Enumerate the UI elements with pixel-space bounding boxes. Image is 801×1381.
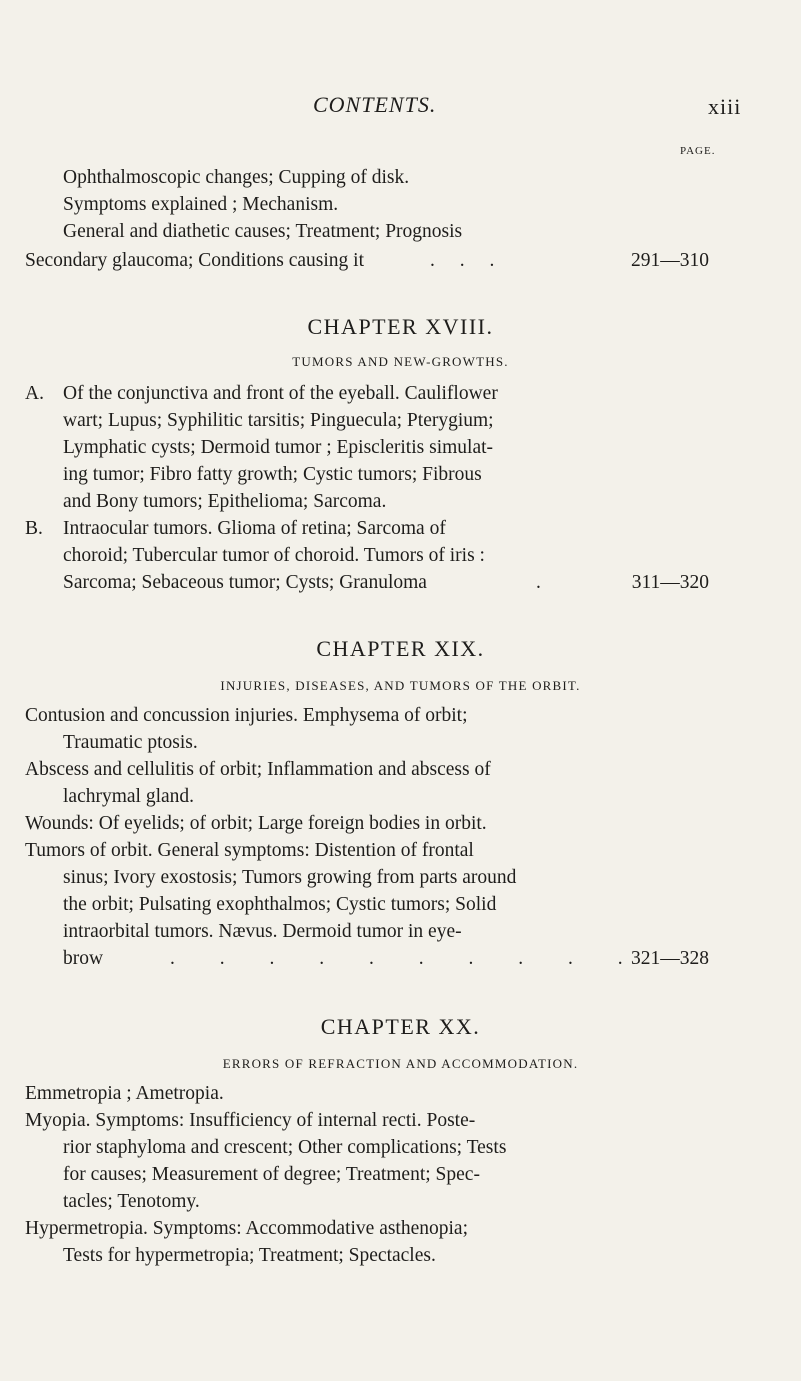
toc-line: lachrymal gland. [63,786,195,807]
chapter-heading: CHAPTER XIX. [316,636,485,661]
toc-line: brow [63,948,104,969]
toc-line: wart; Lupus; Syphilitic tarsitis; Pinguecula; Pterygium; [63,410,494,431]
item-label: A. [25,383,44,404]
chapter-subheading: ERRORS OF REFRACTION AND ACCOMMODATION. [222,1056,579,1071]
toc-line: Intraocular tumors. Glioma of retina; Sarcoma of [63,518,446,539]
running-title: CONTENTS. [313,92,437,117]
toc-line: the orbit; Pulsating exophthalmos; Cystic tumors; Solid [63,894,497,915]
leader-dots: . [536,572,541,593]
toc-line: intraorbital tumors. Nævus. Dermoid tumor in eye- [63,921,462,942]
toc-line: Traumatic ptosis. [63,732,198,753]
toc-line: tacles; Tenotomy. [63,1191,200,1212]
leader-dots: . . . . . . . . . . [170,948,643,969]
chapter-heading: CHAPTER XVIII. [307,314,494,339]
toc-line: Secondary glaucoma; Conditions causing it [25,250,365,271]
toc-line: Myopia. Symptoms: Insufficiency of internal recti. Poste- [25,1110,476,1131]
toc-line: Symptoms explained ; Mechanism. [63,194,339,215]
toc-line: Hypermetropia. Symptoms: Accommodative asthenopia; [25,1218,468,1239]
toc-line: Sarcoma; Sebaceous tumor; Cysts; Granuloma [63,572,427,593]
page-column-label: PAGE. [680,145,716,157]
toc-line: choroid; Tubercular tumor of choroid. Tumors of iris : [63,545,485,566]
toc-line: for causes; Measurement of degree; Treatment; Spec- [63,1164,480,1185]
item-label: B. [25,518,43,539]
chapter-heading: CHAPTER XX. [320,1014,481,1039]
toc-line: Tumors of orbit. General symptoms: Distention of frontal [25,840,474,861]
toc-line: Ophthalmoscopic changes; Cupping of disk. [63,167,410,188]
toc-line: Wounds: Of eyelids; of orbit; Large foreign bodies in orbit. [25,813,487,834]
toc-line: Emmetropia ; Ametropia. [25,1083,224,1104]
toc-line: ing tumor; Fibro fatty growth; Cystic tumors; Fibrous [63,464,482,485]
leader-dots: . . . [430,250,505,271]
toc-line: and Bony tumors; Epithelioma; Sarcoma. [63,491,387,512]
toc-line: General and diathetic causes; Treatment; Prognosis [63,221,463,242]
chapter-subheading: TUMORS AND NEW-GROWTHS. [292,354,509,369]
page-range: 321—328 [631,948,709,969]
page-range: 311—320 [631,572,709,593]
toc-line: Of the conjunctiva and front of the eyeball. Cauliflower [63,383,498,404]
toc-line: rior staphyloma and crescent; Other complications; Tests [63,1137,507,1158]
toc-line: Lymphatic cysts; Dermoid tumor ; Episcleritis simulat- [63,437,494,458]
toc-line: Abscess and cellulitis of orbit; Inflammation and abscess of [25,759,491,780]
toc-line: sinus; Ivory exostosis; Tumors growing from parts around [63,867,517,888]
page-range: 291—310 [631,250,709,271]
toc-line: Contusion and concussion injuries. Emphysema of orbit; [25,705,468,726]
running-head [0,92,801,122]
chapter-subheading: INJURIES, DISEASES, AND TUMORS OF THE ORBIT. [220,678,581,693]
toc-line: Tests for hypermetropia; Treatment; Spectacles. [63,1245,436,1266]
page-number: xiii [708,94,742,119]
